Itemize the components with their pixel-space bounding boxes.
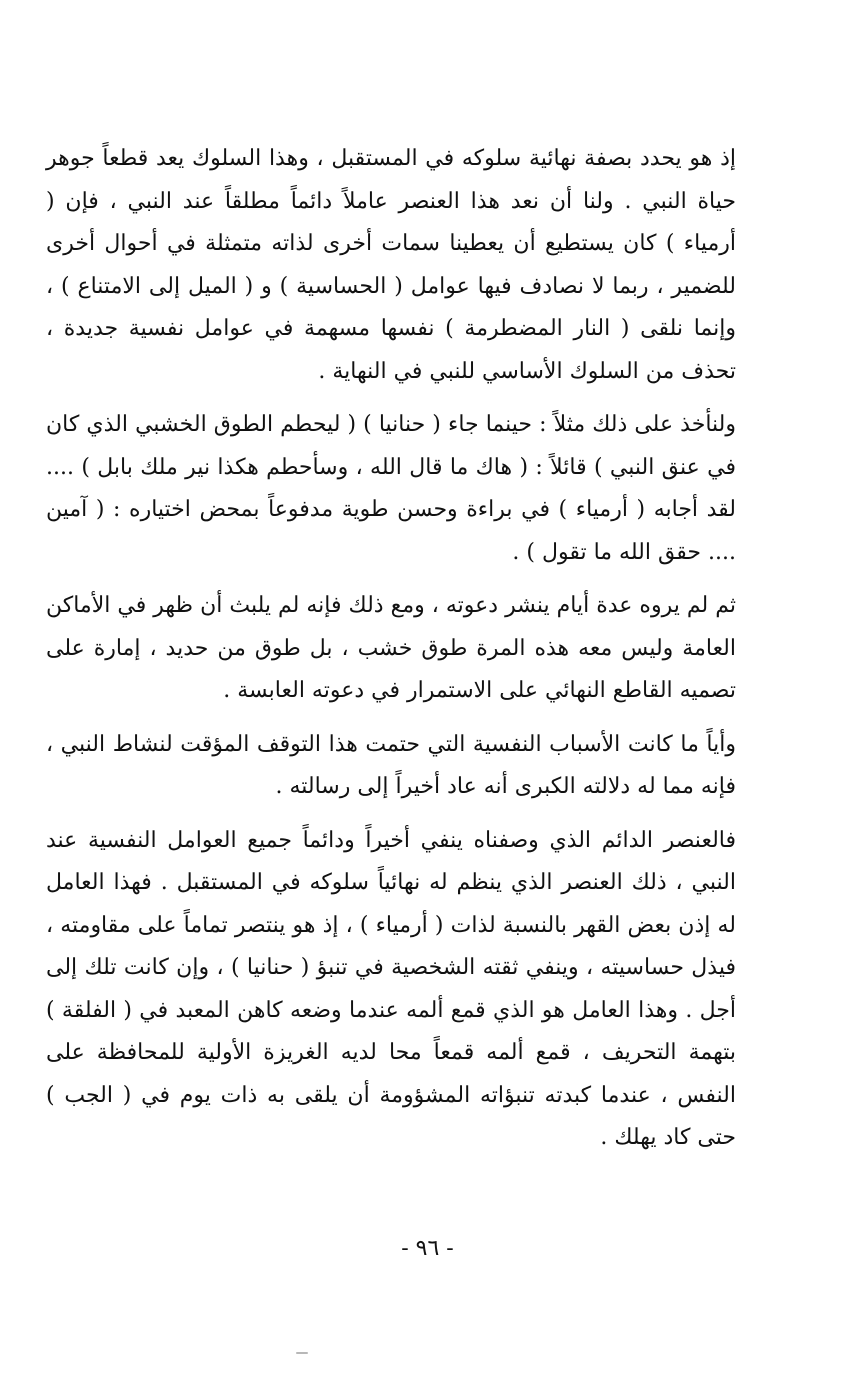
- paragraph-5: فالعنصر الدائم الذي وصفناه ينفي أخيراً ودائماً جميع العوامل النفسية عند النبي ، ذلك العنصر الذي ينظم له نهائياً سلوكه في المستقبل . فهذا العامل له إذن بعض القهر بالنسبة لذات ( أرمياء ) ، إذ هو ينتصر تماماً على مقاومته ، فيذل حساسيته ، وينفي ثقته الشخصية في تنبؤ ( حنانيا ) ، وإن كانت تلك إلى أجل . وهذا العامل هو الذي قمع ألمه عندما وضعه كاهن المعبد في ( الفلقة ) بتهمة التحريف ، قمع ألمه قمعاً محا لديه الغريزة الأولية للمحافظة على النفس ، عندما كبدته تنبؤاته المشؤومة أن يلقى به ذات يوم في ( الجب ) حتى كاد يهلك .: [46, 827, 737, 1150]
- page-number: - ٩٦ -: [401, 1236, 454, 1261]
- scan-speck: [296, 1352, 308, 1354]
- paragraph-3: ثم لم يروه عدة أيام ينشر دعوته ، ومع ذلك فإنه لم يلبث أن ظهر في الأماكن العامة وليس معه هذه المرة طوق خشب ، بل طوق من حديد ، إمارة على تصميه القاطع النهائي على الاستمرار في دعوته العابسة .: [46, 593, 736, 703]
- paragraph-1: إذ هو يحدد بصفة نهائية سلوكه في المستقبل ، وهذا السلوك يعد قطعاً جوهر حياة النبي . ولنا أن نعد هذا العنصر عاملاً دائماً مطلقاً عند النبي ، فإن ( أرمياء ) كان يستطيع أن يعطينا سمات أخرى لذاته متمثلة في أحوال أخرى للضمير ، ربما لا نصادف فيها عوامل ( الحساسية ) و ( الميل إلى الامتناع ) ، وإنما نلقى ( النار المضطرمة ) نفسها مسهمة في عوامل نفسية جديدة ، تحذف من السلوك الأساسي للنبي في النهاية .: [46, 146, 736, 384]
- body-text: [46, 138, 736, 1160]
- paragraph-4: وأياً ما كانت الأسباب النفسية التي حتمت هذا التوقف المؤقت لنشاط النبي ، فإنه مما له دلالته الكبرى أنه عاد أخيراً إلى رسالته .: [46, 731, 736, 799]
- paragraph-2: ولنأخذ على ذلك مثلاً : حينما جاء ( حنانيا ) ( ليحطم الطوق الخشبي الذي كان في عنق النبي ) قائلاً : ( هاك ما قال الله ، وسأحطم هكذا نير ملك بابل ) .... لقد أجابه ( أرمياء ) في براءة وحسن طوية مدفوعاً بمحض اختياره : ( آمين .... حقق الله ما تقول ) .: [46, 412, 736, 565]
